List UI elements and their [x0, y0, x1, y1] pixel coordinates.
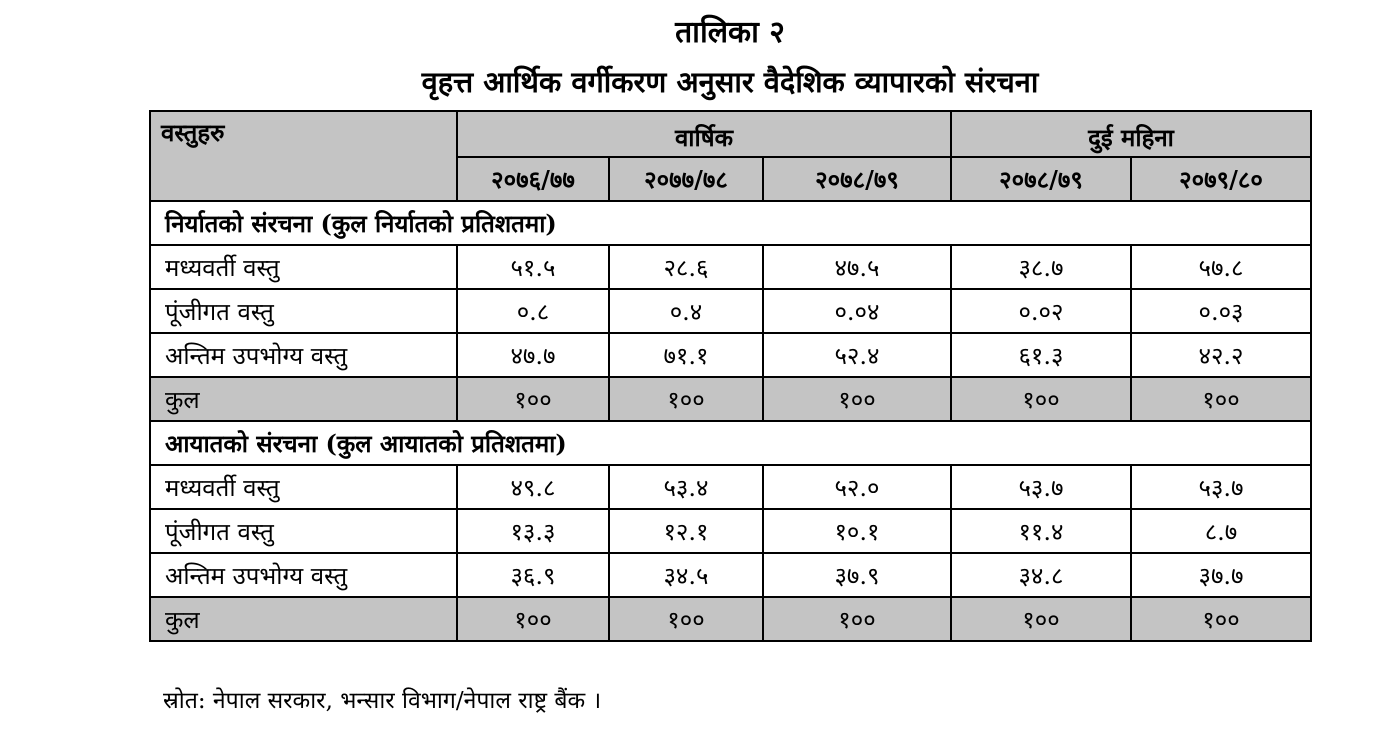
source-note: स्रोत: नेपाल सरकार, भन्सार विभाग/नेपाल राष्ट्र बैंक ।	[163, 688, 602, 714]
header-year: २०७८/७९	[763, 157, 951, 201]
header-group-annual: वार्षिक	[457, 111, 951, 157]
table-cell: ०.०४	[763, 289, 951, 333]
table-cell: ५१.५	[457, 245, 609, 289]
table-cell: ५३.४	[609, 465, 763, 509]
table-row	[150, 245, 1311, 289]
table-cell: १२.१	[609, 509, 763, 553]
table-cell: ६१.३	[951, 333, 1131, 377]
total-cell: १००	[457, 377, 609, 421]
header-corner: वस्तुहरु	[150, 111, 457, 201]
section-heading-row	[150, 421, 1311, 465]
row-label: पूंजीगत वस्तु	[150, 509, 457, 553]
table-cell: ०.८	[457, 289, 609, 333]
row-label: पूंजीगत वस्तु	[150, 289, 457, 333]
total-row	[150, 597, 1311, 641]
table-cell: ८.७	[1131, 509, 1311, 553]
table-cell: ५२.४	[763, 333, 951, 377]
table-subtitle: वृहत्त आर्थिक वर्गीकरण अनुसार वैदेशिक व्यापारको संरचना	[421, 65, 1039, 99]
total-cell: १००	[951, 377, 1131, 421]
table-cell: ५३.७	[951, 465, 1131, 509]
row-label: अन्तिम उपभोग्य वस्तु	[150, 333, 457, 377]
header-year: २०७८/७९	[951, 157, 1131, 201]
header-year: २०७६/७७	[457, 157, 609, 201]
header-group-two-months: दुई महिना	[951, 111, 1311, 157]
total-cell: १००	[763, 377, 951, 421]
section-heading-exports: निर्यातको संरचना (कुल निर्यातको प्रतिशतमा)	[150, 201, 1311, 245]
total-cell: १००	[763, 597, 951, 641]
table-cell: ३४.८	[951, 553, 1131, 597]
section-heading-row	[150, 201, 1311, 245]
total-cell: १००	[1131, 377, 1311, 421]
table-row	[150, 289, 1311, 333]
total-label: कुल	[150, 377, 457, 421]
total-cell: १००	[609, 377, 763, 421]
table-cell: ४७.५	[763, 245, 951, 289]
section-heading-imports: आयातको संरचना (कुल आयातको प्रतिशतमा)	[150, 421, 1311, 465]
table-cell: २८.६	[609, 245, 763, 289]
row-label: मध्यवर्ती वस्तु	[150, 245, 457, 289]
table-cell: ०.४	[609, 289, 763, 333]
total-cell: १००	[457, 597, 609, 641]
table-cell: ४७.७	[457, 333, 609, 377]
table-cell: ४९.८	[457, 465, 609, 509]
table-cell: ३७.९	[763, 553, 951, 597]
table-row	[150, 553, 1311, 597]
header-row-groups	[150, 111, 1311, 157]
table-cell: ५३.७	[1131, 465, 1311, 509]
row-label: अन्तिम उपभोग्य वस्तु	[150, 553, 457, 597]
table-cell: ७१.१	[609, 333, 763, 377]
table-title: तालिका २	[675, 15, 785, 50]
table-cell: ३८.७	[951, 245, 1131, 289]
row-label: मध्यवर्ती वस्तु	[150, 465, 457, 509]
table-row	[150, 333, 1311, 377]
table-cell: ०.०३	[1131, 289, 1311, 333]
table-cell: ३७.७	[1131, 553, 1311, 597]
total-label: कुल	[150, 597, 457, 641]
table-cell: ११.४	[951, 509, 1131, 553]
table-cell: १०.१	[763, 509, 951, 553]
header-year: २०७७/७८	[609, 157, 763, 201]
total-cell: १००	[951, 597, 1131, 641]
table-cell: ०.०२	[951, 289, 1131, 333]
table-row	[150, 465, 1311, 509]
table-cell: ५२.०	[763, 465, 951, 509]
table-cell: ४२.२	[1131, 333, 1311, 377]
table-cell: १३.३	[457, 509, 609, 553]
table-cell: ३६.९	[457, 553, 609, 597]
total-cell: १००	[1131, 597, 1311, 641]
table-cell: ३४.५	[609, 553, 763, 597]
total-row	[150, 377, 1311, 421]
table-cell: ५७.८	[1131, 245, 1311, 289]
trade-structure-table	[149, 110, 1312, 642]
total-cell: १००	[609, 597, 763, 641]
header-year: २०७९/८०	[1131, 157, 1311, 201]
table-row	[150, 509, 1311, 553]
